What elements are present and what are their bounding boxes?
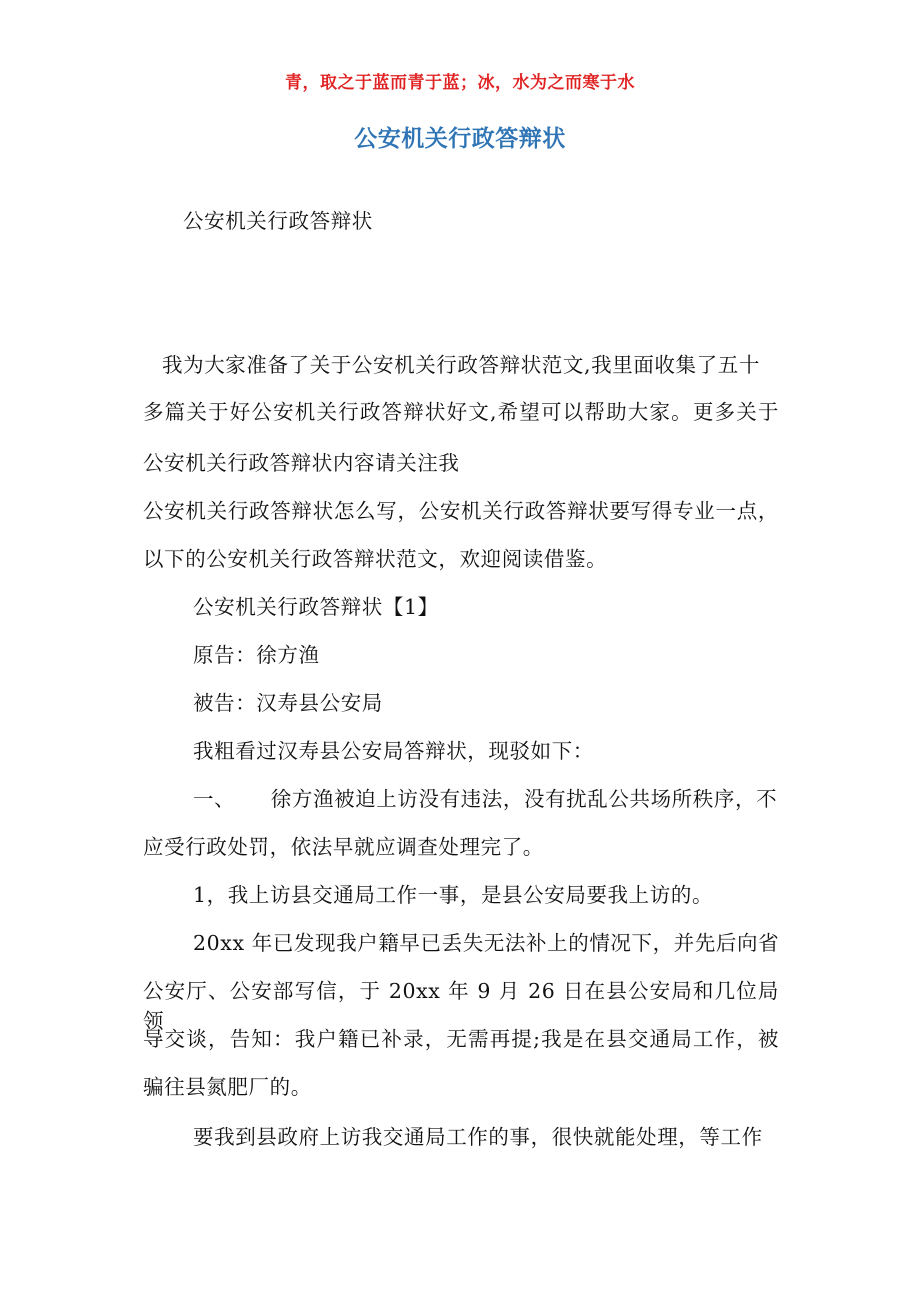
section-heading: 公安机关行政答辩状【1】 <box>193 595 439 619</box>
paragraph-20xx-line-3: 导交谈，告知：我户籍已补录，无需再提;我是在县交通局工作，被 <box>143 1027 779 1051</box>
defendant-line: 被告：汉寿县公安局 <box>193 691 383 715</box>
paragraph-last-line: 要我到县政府上访我交通局工作的事，很快就能处理，等工作 <box>193 1125 763 1149</box>
opening-line: 我粗看过汉寿县公安局答辩状，现驳如下： <box>193 739 594 763</box>
paragraph-20xx-line-2: 公安厅、公安部写信，于 20xx 年 9 月 26 日在县公安局和几位局领 <box>143 979 779 1033</box>
paragraph-20xx-line-1: 20xx 年已发现我户籍早已丢失无法补上的情况下，并先后向省 <box>193 931 780 955</box>
intro-line-1: 我为大家准备了关于公安机关行政答辩状范文,我里面收集了五十 <box>162 353 760 377</box>
intro-line-3: 公安机关行政答辩状内容请关注我 <box>143 451 460 475</box>
document-title: 公安机关行政答辩状 <box>354 126 566 152</box>
point-one-line-2: 应受行政处罚，依法早就应调查处理完了。 <box>143 835 544 859</box>
intro-line-2: 多篇关于好公安机关行政答辩状好文,希望可以帮助大家。更多关于 <box>143 400 779 424</box>
document-subtitle: 公安机关行政答辩状 <box>183 209 373 233</box>
intro-line-5: 以下的公安机关行政答辩状范文，欢迎阅读借鉴。 <box>143 547 608 571</box>
point-one-line-1: 一、 徐方渔被迫上访没有违法，没有扰乱公共场所秩序，不 <box>193 787 778 811</box>
header-motto: 青，取之于蓝而青于蓝；冰，水为之而寒于水 <box>285 73 635 93</box>
intro-line-4: 公安机关行政答辩状怎么写，公安机关行政答辩状要写得专业一点， <box>143 499 779 523</box>
plaintiff-line: 原告：徐方渔 <box>193 643 320 667</box>
paragraph-20xx-line-4: 骗往县氮肥厂的。 <box>143 1075 312 1099</box>
item-1-line: 1，我上访县交通局工作一事，是县公安局要我上访的。 <box>193 883 714 907</box>
